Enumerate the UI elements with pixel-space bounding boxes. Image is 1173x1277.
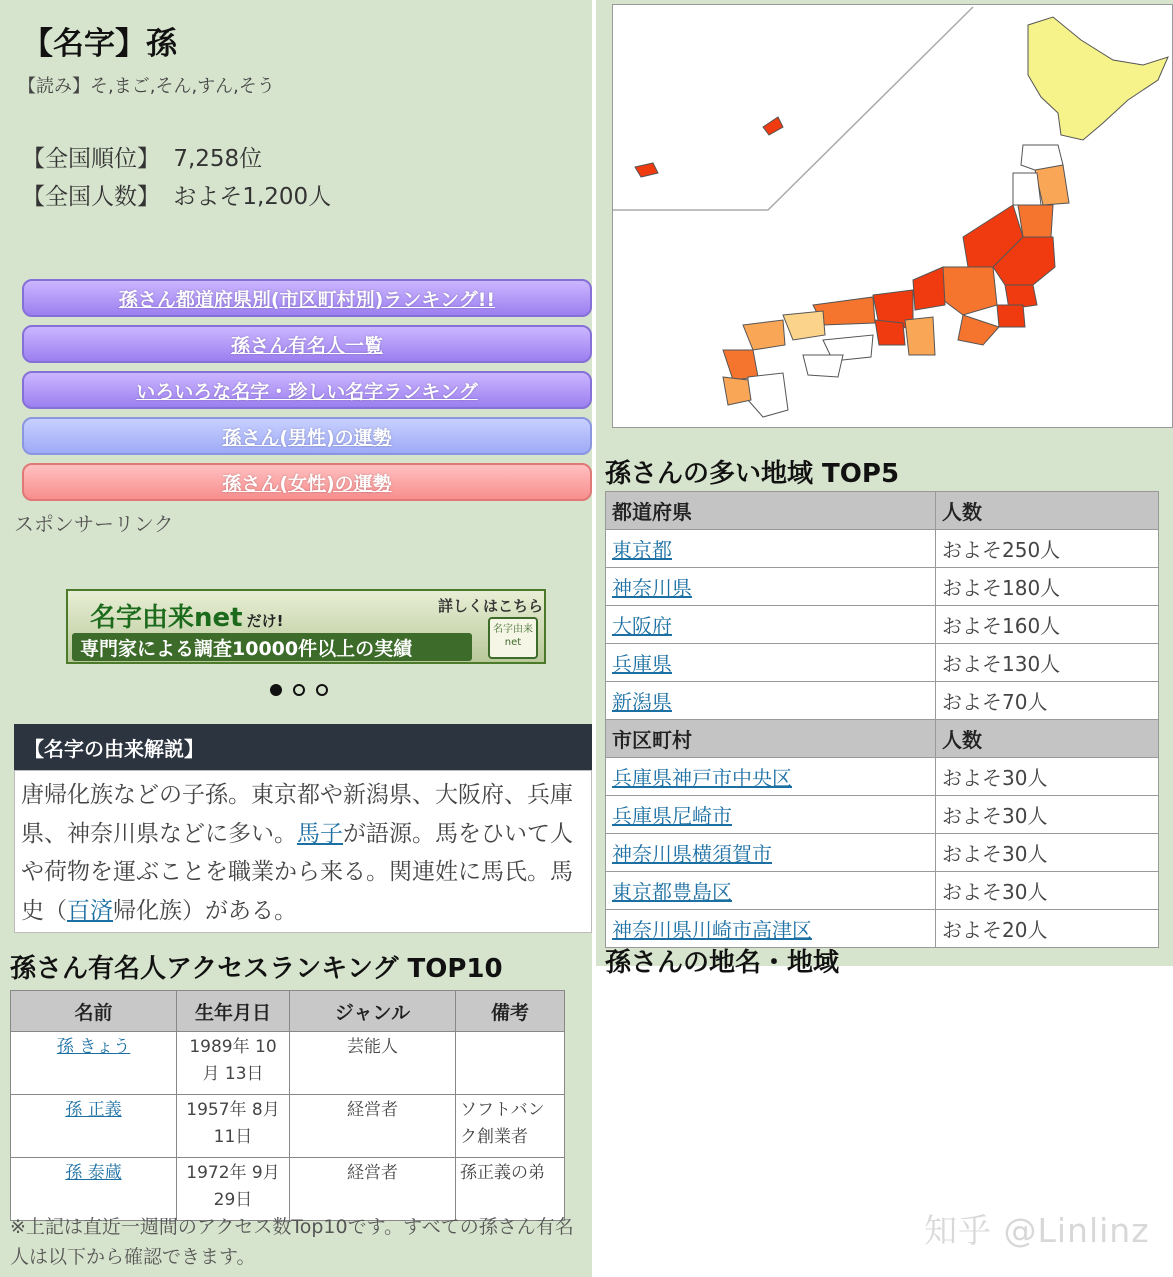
table-row: 孫 泰蔵 1972年 9月 29日 経営者 孫正義の弟 — [11, 1158, 565, 1221]
map-region-kansai2[interactable] — [905, 317, 935, 355]
national-count-label: 【全国人数】 — [22, 184, 160, 210]
female-fortune-button[interactable]: 孫さん(女性)の運勢 — [22, 463, 592, 501]
prefecture-ranking-button[interactable]: 孫さん都道府県別(市区町村別)ランキング!! — [22, 279, 592, 317]
table-row: 神奈川県横須賀市 およそ30人 — [606, 834, 1159, 872]
national-rank-label: 【全国順位】 — [22, 146, 160, 172]
map-region-kyushu1[interactable] — [723, 350, 758, 380]
col-birth: 生年月日 — [177, 991, 290, 1032]
map-region-kyushu3[interactable] — [723, 377, 751, 405]
national-count-value: およそ1,200人 — [173, 184, 332, 210]
map-region-chubu2[interactable] — [913, 267, 945, 310]
city-link[interactable]: 神奈川県横須賀市 — [612, 842, 772, 866]
map-region-tohoku3[interactable] — [1013, 173, 1041, 205]
city-header: 市区町村 — [606, 720, 936, 758]
origin-text: 唐帰化族などの子孫。東京都や新潟県、大阪府、兵庫県、神奈川県などに多い。馬子が語源。馬をひいて人や荷物を運ぶことを職業から来る。関連姓に馬氏。馬史（百済帰化族）がある。 — [14, 770, 592, 933]
ad-banner[interactable] — [66, 589, 546, 664]
map-region-shikoku2[interactable] — [803, 355, 843, 377]
city-link[interactable]: 神奈川県川崎市高津区 — [612, 918, 812, 942]
city-link[interactable]: 兵庫県尼崎市 — [612, 804, 732, 828]
col-note: 備考 — [456, 991, 565, 1032]
map-region-osaka[interactable] — [875, 320, 905, 345]
prefecture-link[interactable]: 東京都 — [612, 538, 672, 562]
table-row: 兵庫県尼崎市 およそ30人 — [606, 796, 1159, 834]
banner-logo: 名字由来net — [488, 617, 538, 659]
city-link[interactable]: 東京都豊島区 — [612, 880, 732, 904]
prefecture-link[interactable]: 兵庫県 — [612, 652, 672, 676]
link-mago[interactable]: 馬子 — [297, 820, 343, 847]
japan-distribution-map[interactable] — [612, 4, 1173, 428]
table-row: 孫 正義 1957年 8月 11日 経営者 ソフトバンク創業者 — [11, 1095, 565, 1158]
city-count-header: 人数 — [936, 720, 1159, 758]
table-row: 神奈川県川崎市高津区 およそ20人 — [606, 910, 1159, 948]
origin-heading: 【名字の由来解説】 — [14, 724, 592, 770]
surname-ranking-button[interactable]: いろいろな名字・珍しい名字ランキング — [22, 371, 592, 409]
map-region-chugoku2[interactable] — [783, 311, 825, 340]
watermark: 知乎 @Linlinz — [924, 1211, 1150, 1250]
map-region-chubu1[interactable] — [943, 267, 997, 315]
region-table — [605, 491, 1159, 948]
map-region-kanagawa[interactable] — [997, 305, 1025, 327]
carousel-dot-3[interactable] — [316, 684, 328, 696]
col-genre: ジャンル — [290, 991, 456, 1032]
celebrity-link[interactable]: 孫 泰蔵 — [65, 1163, 122, 1183]
prefecture-link[interactable]: 大阪府 — [612, 614, 672, 638]
table-row: 東京都 およそ250人 — [606, 530, 1159, 568]
banner-more: 詳しくはこちら — [438, 597, 544, 615]
city-link[interactable]: 兵庫県神戸市中央区 — [612, 766, 792, 790]
col-name: 名前 — [11, 991, 177, 1032]
famous-table — [10, 990, 565, 1221]
famous-title: 孫さん有名人アクセスランキング TOP10 — [10, 954, 503, 984]
map-region-tohoku4[interactable] — [1018, 205, 1053, 237]
map-region-okinawa1[interactable] — [635, 163, 658, 177]
map-region-kyushu2[interactable] — [748, 373, 788, 417]
table-row: 孫 きょう 1989年 10月 13日 芸能人 — [11, 1032, 565, 1095]
national-count — [22, 178, 331, 211]
table-row: 大阪府 およそ160人 — [606, 606, 1159, 644]
national-rank-value: 7,258位 — [173, 146, 263, 172]
table-row: 神奈川県 およそ180人 — [606, 568, 1159, 606]
famous-footnote: ※上記は直近一週間のアクセス数Top10です。すべての孫さん有名人は以下から確認できます。 — [10, 1216, 574, 1268]
celebrity-link[interactable]: 孫 正義 — [65, 1100, 122, 1120]
cut-off-heading: 孫さんの地名・地域 — [605, 948, 840, 978]
sponsor-label: スポンサーリンク — [14, 512, 174, 536]
table-row: 兵庫県神戸市中央区 およそ30人 — [606, 758, 1159, 796]
map-svg — [613, 5, 1172, 427]
surname-title: 【名字】孫 — [22, 26, 177, 62]
pref-count-header: 人数 — [936, 492, 1159, 530]
carousel-dot-1[interactable] — [270, 684, 282, 696]
map-region-chubu3[interactable] — [958, 315, 999, 345]
banner-brand: 名字由来net だけ! — [90, 603, 284, 633]
region-title: 孫さんの多い地域 TOP5 — [605, 459, 900, 489]
carousel-dots — [270, 684, 328, 696]
map-region-chugoku3[interactable] — [743, 320, 785, 350]
celebrity-list-button[interactable]: 孫さん有名人一覧 — [22, 325, 592, 363]
pref-header: 都道府県 — [606, 492, 936, 530]
prefecture-link[interactable]: 神奈川県 — [612, 576, 692, 600]
celebrity-link[interactable]: 孫 きょう — [56, 1037, 131, 1057]
table-row: 兵庫県 およそ130人 — [606, 644, 1159, 682]
table-row: 新潟県 およそ70人 — [606, 682, 1159, 720]
banner-tagline: 専門家による調査10000件以上の実績 — [72, 633, 472, 661]
map-region-hokkaido[interactable] — [1028, 17, 1168, 140]
link-kudara[interactable]: 百済 — [67, 897, 113, 924]
male-fortune-button[interactable]: 孫さん(男性)の運勢 — [22, 417, 592, 455]
carousel-dot-2[interactable] — [293, 684, 305, 696]
map-region-okinawa2[interactable] — [763, 117, 783, 135]
surname-reading: 【読み】そ,まご,そん,すん,そう — [18, 76, 275, 97]
national-rank — [22, 140, 262, 173]
table-row: 東京都豊島区 およそ30人 — [606, 872, 1159, 910]
prefecture-link[interactable]: 新潟県 — [612, 690, 672, 714]
